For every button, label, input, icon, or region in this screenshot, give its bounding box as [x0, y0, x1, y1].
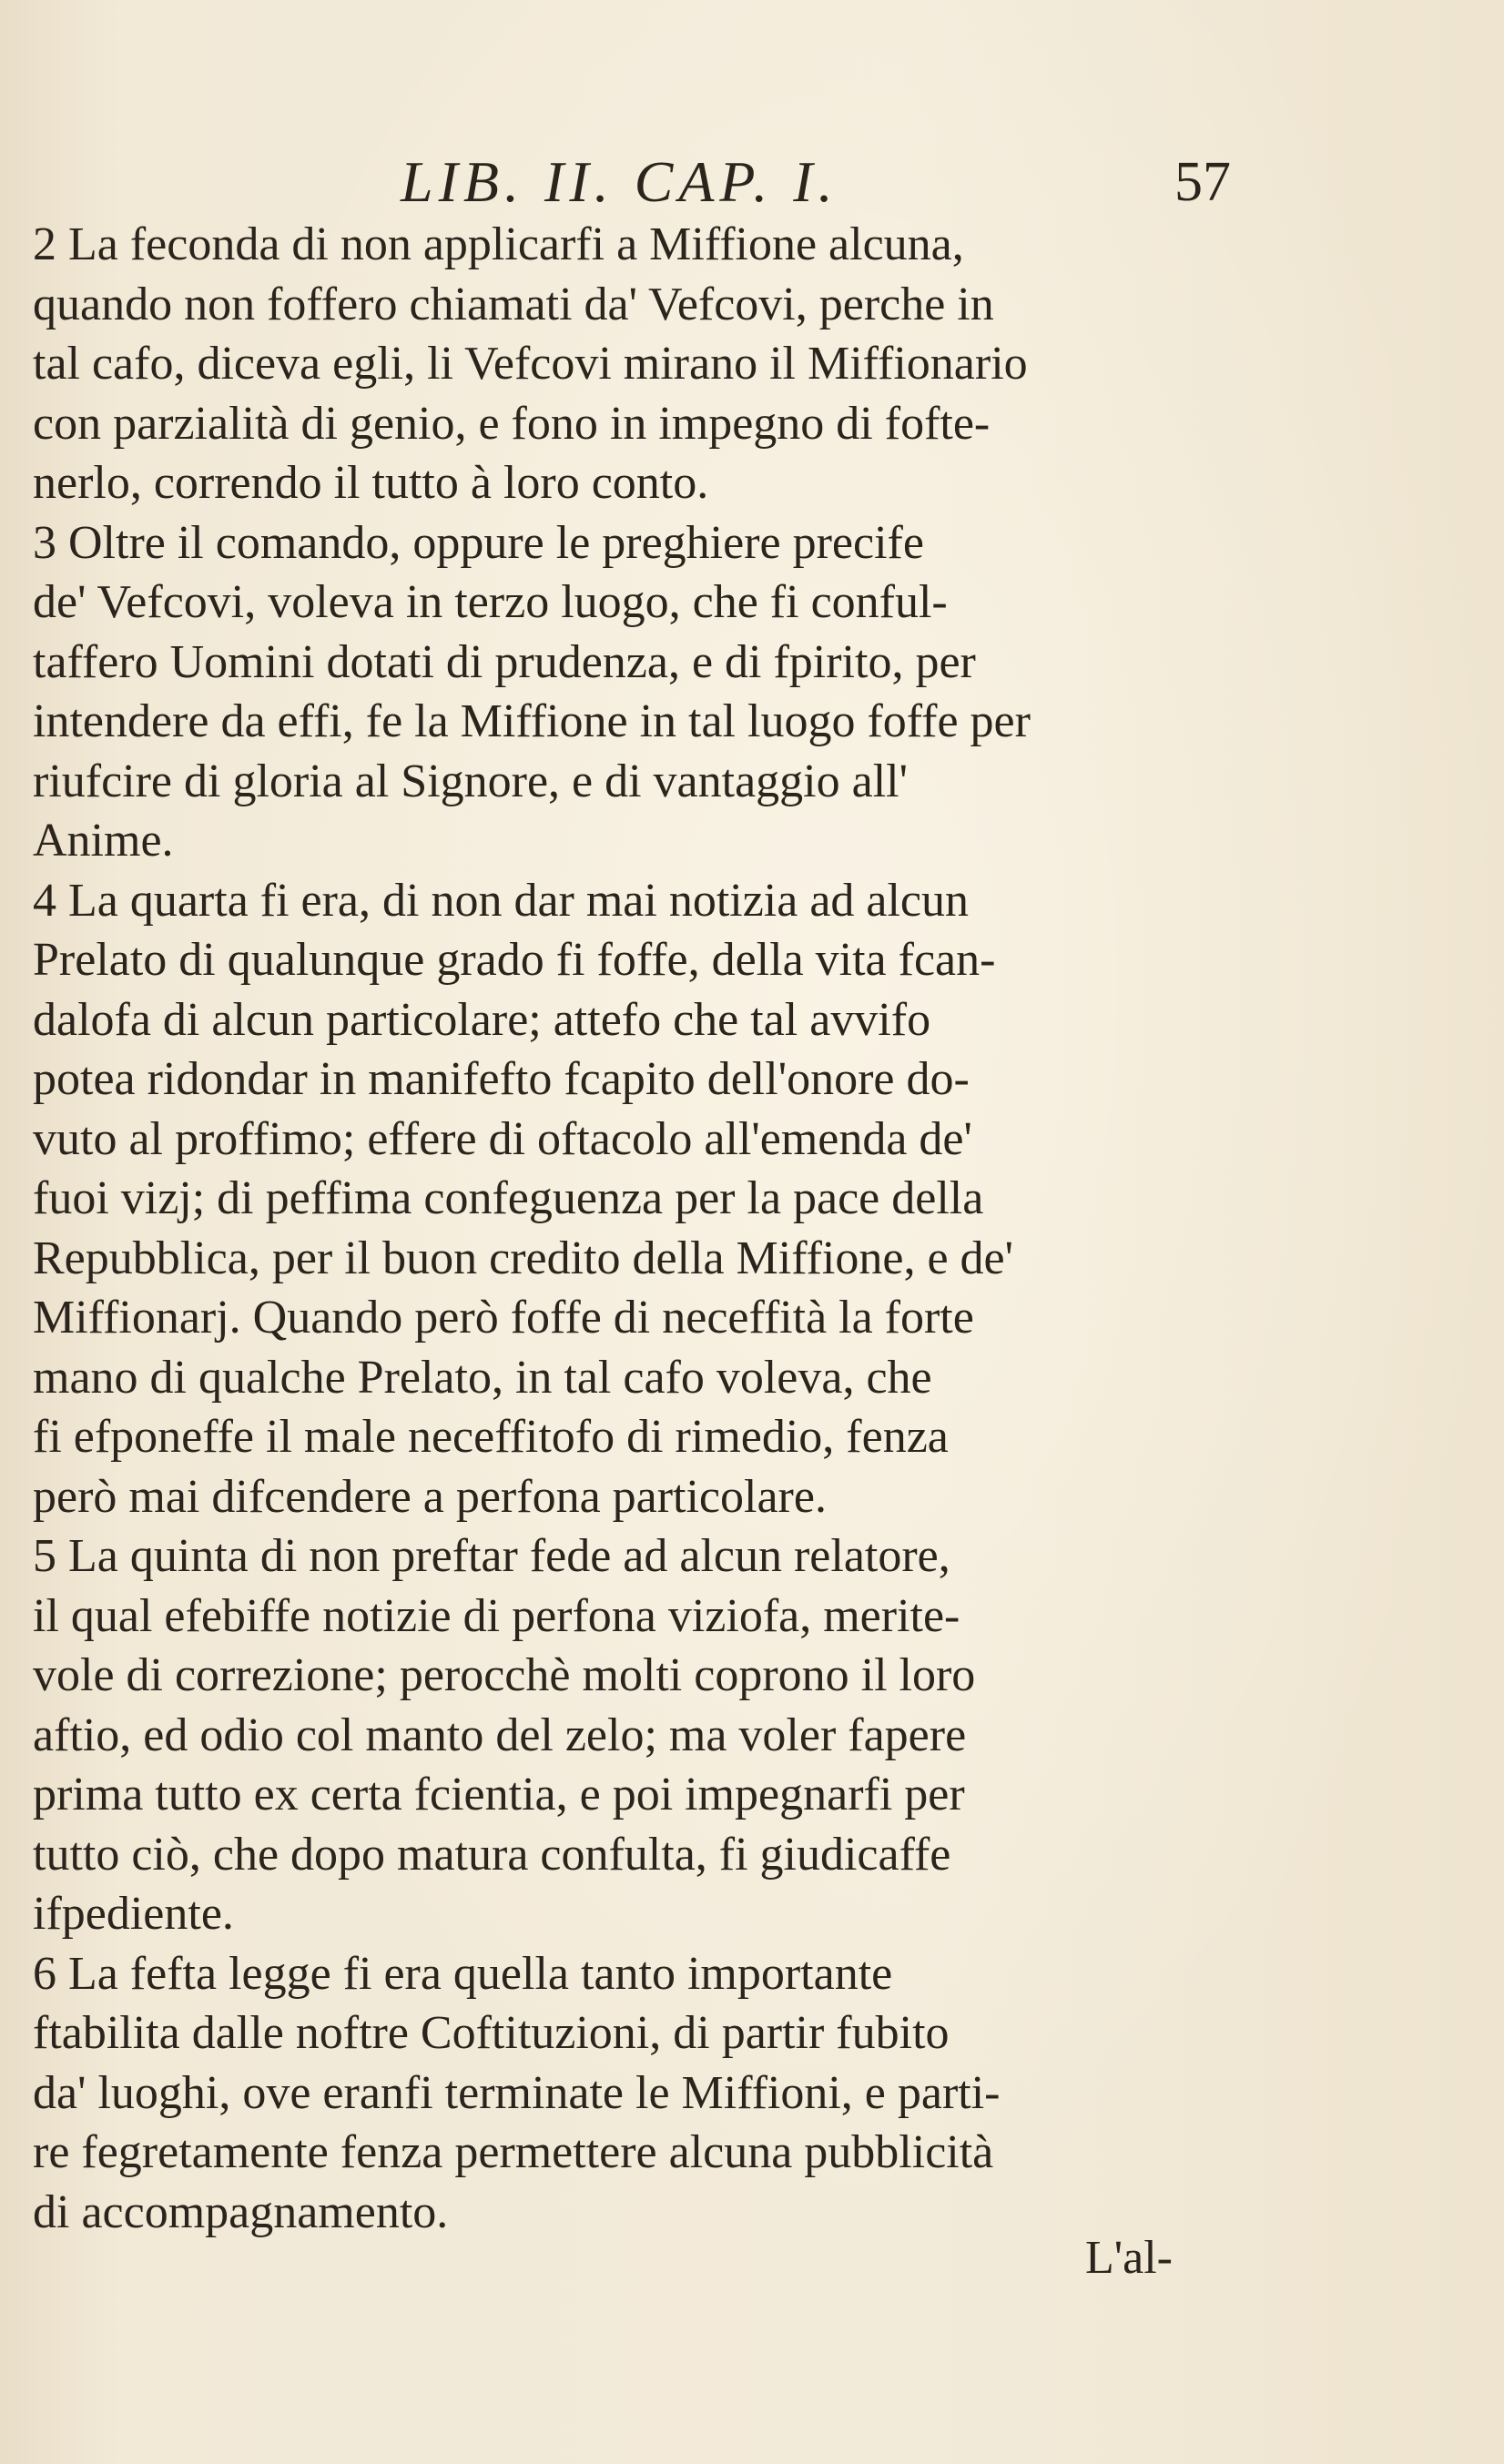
running-head: LIB. II. CAP. I. [401, 149, 838, 214]
text-line: tutto ciò, che dopo matura confulta, fi giudicaffe [33, 1828, 951, 1881]
text-line: fi efponeffe il male neceffitofo di rimedio, fenza [33, 1411, 949, 1463]
text-line: da' luoghi, ove eranfi terminate le Miffioni, e parti- [33, 2066, 1001, 2119]
page-header [0, 146, 1504, 218]
text-line: il qual efebiffe notizie di perfona viziofa, merite- [33, 1589, 960, 1642]
text-line: con parzialità di genio, e fono in impegno di fofte- [33, 397, 991, 450]
text-line: 2 La feconda di non applicarfi a Miffione alcuna, [33, 218, 964, 270]
text-line: quando non foffero chiamati da' Vefcovi, perche in [33, 278, 994, 330]
text-line: vole di correzione; perocchè molti coprono il loro [33, 1649, 976, 1701]
text-line: ifpediente. [33, 1888, 234, 1940]
text-line: 6 La fefta legge fi era quella tanto importante [33, 1947, 893, 2000]
text-line: intendere da effi, fe la Miffione in tal luogo foffe per [33, 695, 1031, 747]
text-line: mano di qualche Prelato, in tal cafo voleva, che [33, 1351, 932, 1404]
text-line: 5 La quinta di non preftar fede ad alcun relatore, [33, 1530, 950, 1582]
text-line: prima tutto ex certa fcientia, e poi impegnarfi per [33, 1769, 965, 1820]
text-line: potea ridondar in manifefto fcapito dell'onore do- [33, 1053, 970, 1105]
text-line: dalofa di alcun particolare; attefo che tal avvifo [33, 993, 931, 1046]
text-line: Miffionarj. Quando però foffe di neceffità la forte [33, 1292, 974, 1344]
text-line: Repubblica, per il buon credito della Miffione, e de' [33, 1232, 1013, 1284]
body-text [33, 215, 1289, 2242]
text-line: vuto al proffimo; effere di oftacolo all'emenda de' [33, 1112, 972, 1165]
page-number: 57 [1174, 151, 1231, 213]
catchword: L'al- [1085, 2232, 1173, 2284]
text-line: tal cafo, diceva egli, li Vefcovi mirano il Miffionario [33, 338, 1028, 390]
text-line: ftabilita dalle noftre Coftituzioni, di partir fubito [33, 2007, 950, 2059]
text-line: di accompagnamento. [33, 2185, 449, 2238]
text-line: aftio, ed odio col manto del zelo; ma voler fapere [33, 1709, 967, 1761]
text-line: Anime. [33, 815, 174, 867]
text-line: de' Vefcovi, voleva in terzo luogo, che fi conful- [33, 576, 948, 628]
text-line: taffero Uomini dotati di prudenza, e di fpirito, per [33, 635, 976, 688]
text-line: 4 La quarta fi era, di non dar mai notizia ad alcun [33, 874, 970, 927]
text-line: riufcire di gloria al Signore, e di vantaggio all' [33, 755, 908, 807]
text-line: però mai difcendere a perfona particolare. [33, 1470, 827, 1523]
text-line: re fegretamente fenza permettere alcuna pubblicità [33, 2126, 994, 2178]
text-line: fuoi vizj; di peffima confeguenza per la pace della [33, 1172, 984, 1224]
text-line: nerlo, correndo il tutto à loro conto. [33, 457, 709, 509]
text-line: 3 Oltre il comando, oppure le preghiere precife [33, 516, 924, 569]
text-line: Prelato di qualunque grado fi foffe, della vita fcan- [33, 934, 996, 986]
